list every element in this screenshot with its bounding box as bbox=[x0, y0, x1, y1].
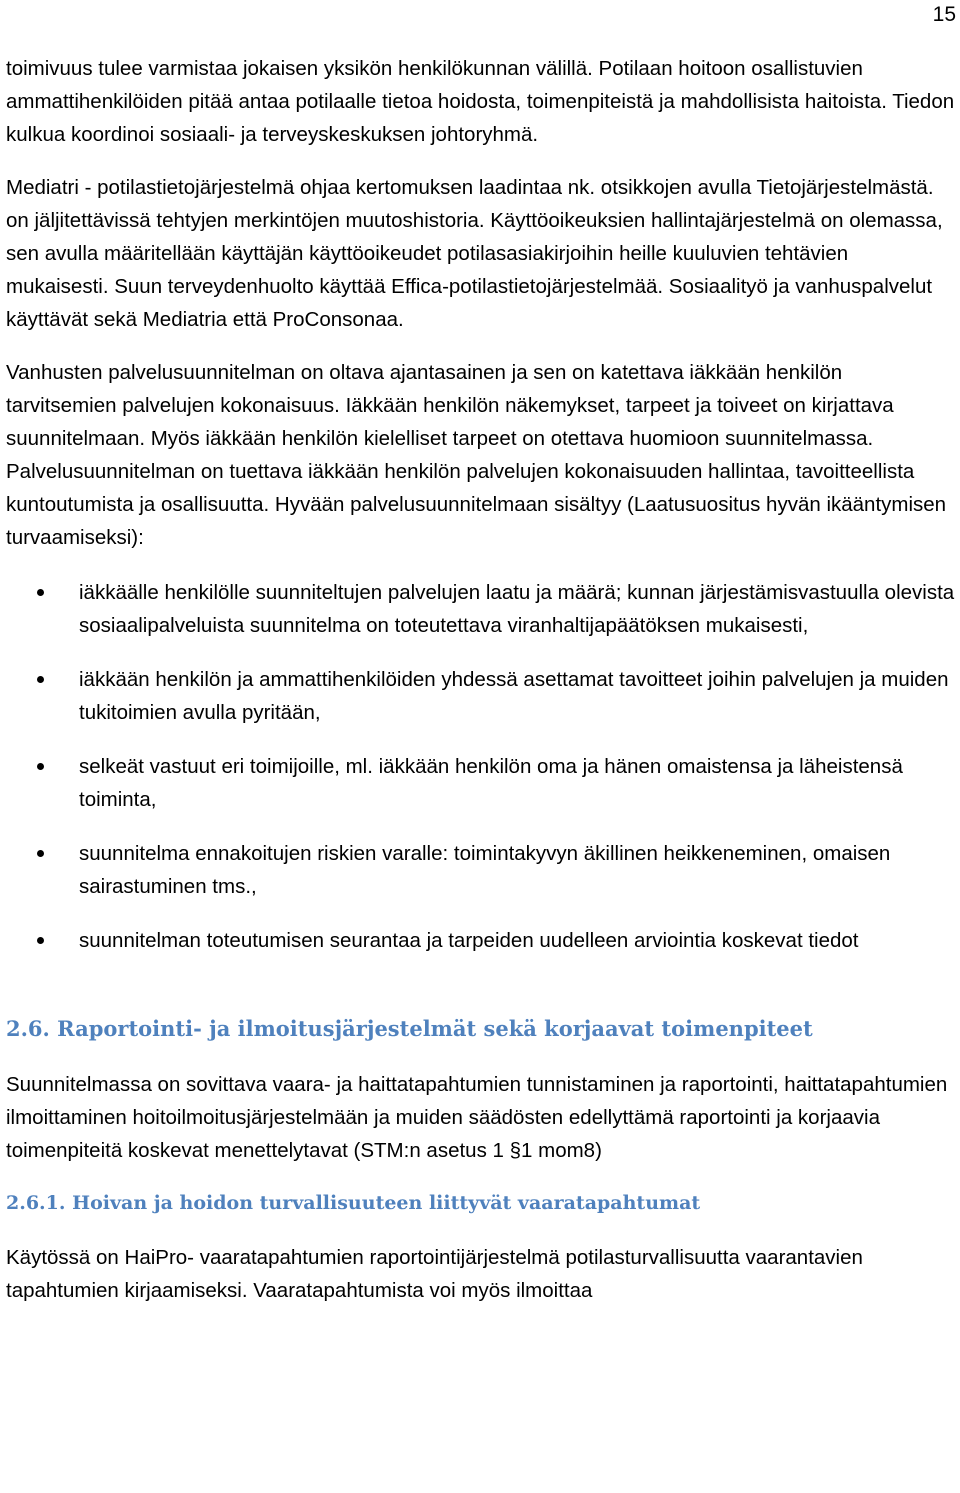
paragraph-haipro-system: Käytössä on HaiPro- vaaratapahtumien raportointijärjestelmä potilasturvallisuutta vaarantavien tapahtumien kirjaamiseksi. Vaaratapahtumista voi myös ilmoittaa bbox=[6, 1246, 863, 1302]
list-item bbox=[6, 663, 956, 729]
bullet-icon bbox=[37, 676, 44, 683]
list-item-text: selkeät vastuut eri toimijoille, ml. iäkkään henkilön oma ja hänen omaistensa ja läheistensä toiminta, bbox=[79, 755, 903, 811]
list-item bbox=[6, 837, 956, 903]
list-item-text: suunnitelman toteutumisen seurantaa ja tarpeiden uudelleen arviointia koskevat tiedot bbox=[79, 929, 859, 952]
paragraph-service-plan: Vanhusten palvelusuunnitelman on oltava ajantasainen ja sen on katettava iäkkään henkilön tarvitsemien palvelujen kokonaisuus. Iäkkään henkilön näkemykset, tarpeet ja toiveet on kirjattava suunnitelmaan. Myös iäkkään henkilön kielelliset tarpeet on otettava huomioon suunnitelmassa. Palvelusuunnitelman on tuettava iäkkään henkilön palvelujen kokonaisuuden hallintaa, tavoitteellista kuntoutumista ja osallisuutta. Hyvään palvelusuunnitelmaan sisältyy (Laatusuositus hyvän ikääntymisen turvaamiseksi): bbox=[6, 361, 947, 549]
list-item-text: suunnitelma ennakoitujen riskien varalle: toimintakyvyn äkillinen heikkeneminen, omaisen sairastuminen tms., bbox=[79, 842, 891, 898]
bullet-icon bbox=[37, 763, 44, 770]
bullet-icon bbox=[37, 589, 44, 596]
page-number: 15 bbox=[932, 3, 956, 26]
paragraph-information-flow: toimivuus tulee varmistaa jokaisen yksikön henkilökunnan välillä. Potilaan hoitoon osallistuvien ammattihenkilöiden pitää antaa potilaalle tietoa hoidosta, toimenpiteistä ja mahdollisista haitoista. Tiedon kulkua koordinoi sosiaali- ja terveyskeskuksen johtoryhmä. bbox=[6, 57, 955, 146]
list-item-text: iäkkäälle henkilölle suunniteltujen palvelujen laatu ja määrä; kunnan järjestämisvastuulla olevista sosiaalipalveluista suunnitelma on toteutettava viranhaltijapäätöksen mukaisesti, bbox=[79, 581, 955, 637]
list-item bbox=[6, 750, 956, 816]
paragraph-reporting-procedures: Suunnitelmassa on sovittava vaara- ja haittatapahtumien tunnistaminen ja raportointi, haittatapahtumien ilmoittaminen hoitoilmoitusjärjestelmään ja muiden säädösten edellyttämä raportointi ja korjaavia toimenpiteitä koskevat menettelytavat (STM:n asetus 1 §1 mom8) bbox=[6, 1073, 948, 1162]
list-item bbox=[6, 576, 956, 642]
paragraph-patient-records-system: Mediatri - potilastietojärjestelmä ohjaa kertomuksen laadintaa nk. otsikkojen avulla Tietojärjestelmästä. on jäljitettävissä tehtyjen merkintöjen muutoshistoria. Käyttöoikeuksien hallintajärjestelmä on olemassa, sen avulla määritellään käyttäjän käyttöoikeudet potilasasiakirjoihin heille kuuluvien tehtävien mukaisesti. Suun terveydenhuolto käyttää Effica-potilastietojärjestelmää. Sosiaalityö ja vanhuspalvelut käyttävät sekä Mediatria että ProConsonaa. bbox=[6, 176, 943, 331]
bullet-icon bbox=[37, 937, 44, 944]
document-body bbox=[6, 52, 956, 1307]
section-heading-2-6: 2.6. Raportointi- ja ilmoitusjärjestelmät sekä korjaavat toimenpiteet bbox=[6, 1016, 813, 1041]
subsection-heading-2-6-1: 2.6.1. Hoivan ja hoidon turvallisuuteen liittyvät vaaratapahtumat bbox=[6, 1192, 701, 1214]
bullet-icon bbox=[37, 850, 44, 857]
list-item bbox=[6, 924, 956, 957]
service-plan-bullet-list bbox=[6, 576, 956, 957]
list-item-text: iäkkään henkilön ja ammattihenkilöiden yhdessä asettamat tavoitteet joihin palvelujen ja muiden tukitoimien avulla pyritään, bbox=[79, 668, 949, 724]
